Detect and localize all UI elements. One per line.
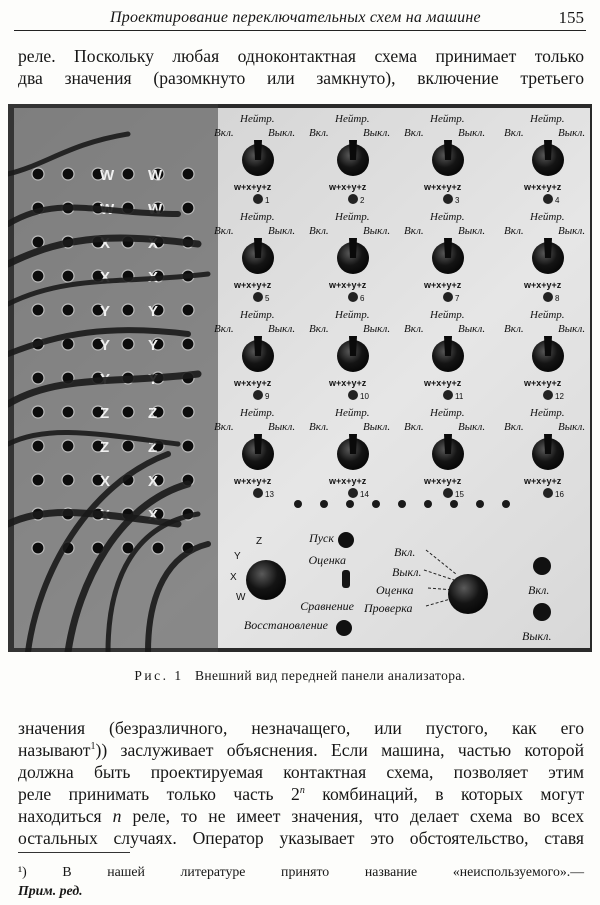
mode-check-label: Проверка: [364, 601, 413, 615]
plug-socket[interactable]: [62, 338, 74, 350]
knob-indicator: [543, 194, 553, 204]
knob-terminals: w+x+y+z: [524, 182, 562, 192]
axis-letter: X: [230, 572, 237, 583]
right-off-label: Выкл.: [522, 629, 552, 643]
knob-terminals: w+x+y+z: [424, 182, 462, 192]
plug-socket[interactable]: [62, 474, 74, 486]
plug-row-letter: X: [100, 269, 111, 286]
knob-terminals: w+x+y+z: [329, 476, 367, 486]
knob-indicator: [253, 390, 263, 400]
neutral-label: Нейтр.: [240, 211, 275, 223]
knob-terminals: w+x+y+z: [234, 182, 272, 192]
text-line: реле принимать только часть 2$^n$ комбинаций, в которых могут: [18, 784, 585, 804]
plug-socket[interactable]: [122, 406, 134, 418]
footnote-rule: [18, 852, 130, 853]
off-label: Выкл.: [363, 225, 391, 237]
indicator-lamp: [320, 500, 328, 508]
page-number: 155: [558, 8, 584, 27]
off-label: Выкл.: [363, 323, 391, 335]
off-label: Выкл.: [458, 225, 486, 237]
indicator-lamp: [502, 500, 510, 508]
neutral-label: Нейтр.: [430, 309, 465, 321]
footnote-line: ¹) В нашей литературе принято название «неиспользуемого».—: [18, 864, 584, 879]
axis-letter: Z: [256, 536, 263, 547]
neutral-label: Нейтр.: [530, 211, 565, 223]
knob-pointer: [254, 238, 262, 258]
neutral-label: Нейтр.: [240, 309, 275, 321]
knob-terminals: w+x+y+z: [234, 280, 272, 290]
knob-terminals: w+x+y+z: [329, 378, 367, 388]
knob-number: 2: [360, 196, 365, 205]
knob-pointer: [444, 238, 452, 258]
plug-socket[interactable]: [32, 474, 44, 486]
knob-indicator: [348, 194, 358, 204]
plug-row-letter: X: [148, 473, 159, 490]
neutral-label: Нейтр.: [430, 407, 465, 419]
indicator-lamp: [533, 557, 551, 575]
knob-terminals: w+x+y+z: [424, 280, 462, 290]
mode-evaluation-label: Оценка: [376, 583, 414, 597]
on-label: Вкл.: [214, 323, 234, 335]
running-header: [14, 8, 586, 31]
neutral-label: Нейтр.: [430, 113, 465, 125]
plug-socket[interactable]: [62, 440, 74, 452]
on-label: Вкл.: [214, 421, 234, 433]
plug-socket[interactable]: [62, 168, 74, 180]
indicator-lamp: [424, 500, 432, 508]
caption-label: Рис. 1: [134, 668, 184, 683]
indicator-lamp: [346, 500, 354, 508]
knob-number: 13: [265, 490, 274, 499]
knob-terminals: w+x+y+z: [524, 378, 562, 388]
knob-terminals: w+x+y+z: [329, 182, 367, 192]
mode-on-label: Вкл.: [394, 545, 416, 559]
plug-row-letter: Z: [148, 439, 158, 456]
off-label: Выкл.: [268, 421, 296, 433]
plug-socket[interactable]: [122, 304, 134, 316]
neutral-label: Нейтр.: [530, 113, 565, 125]
on-label: Вкл.: [309, 127, 329, 139]
plug-socket[interactable]: [152, 542, 164, 554]
knob-number: 9: [265, 392, 270, 401]
off-label: Выкл.: [363, 127, 391, 139]
mode-selector-knob[interactable]: [448, 574, 488, 614]
knob-pointer: [349, 434, 357, 454]
knob-indicator: [443, 488, 453, 498]
knob-number: 5: [265, 294, 270, 303]
on-label: Вкл.: [309, 323, 329, 335]
plug-row-letter: X: [100, 507, 111, 524]
plug-socket[interactable]: [182, 304, 194, 316]
knob-pointer: [544, 238, 552, 258]
knob-number: 1: [265, 196, 270, 205]
plug-row-letter: W: [148, 167, 163, 184]
knob-number: 11: [455, 392, 464, 401]
knob-terminals: w+x+y+z: [424, 476, 462, 486]
knob-number: 14: [360, 490, 369, 499]
plug-socket[interactable]: [182, 406, 194, 418]
figure-caption: [0, 668, 600, 684]
plug-socket[interactable]: [32, 270, 44, 282]
footnote: [18, 862, 584, 900]
knob-pointer: [544, 336, 552, 356]
plug-socket[interactable]: [182, 338, 194, 350]
off-label: Выкл.: [363, 421, 391, 433]
knob-pointer: [444, 336, 452, 356]
knob-number: 15: [455, 490, 464, 499]
knob-indicator: [253, 194, 263, 204]
knob-number: 7: [455, 294, 460, 303]
plug-row-letter: X: [148, 269, 159, 286]
mode-off-label: Выкл.: [392, 565, 422, 579]
text-line: называют$^1$)) заслуживает объяснения. Если машина, частью которой: [18, 740, 584, 760]
off-label: Выкл.: [458, 127, 486, 139]
off-label: Выкл.: [558, 421, 586, 433]
neutral-label: Нейтр.: [430, 211, 465, 223]
running-title: Проектирование переключательных схем на машине: [110, 9, 481, 26]
neutral-label: Нейтр.: [530, 407, 565, 419]
paragraph-bottom: [18, 717, 584, 849]
knob-number: 8: [555, 294, 560, 303]
plug-socket[interactable]: [182, 168, 194, 180]
plug-socket[interactable]: [32, 440, 44, 452]
indicator-lamp: [372, 500, 380, 508]
start-button[interactable]: [338, 532, 354, 548]
axis-letter: Y: [234, 551, 241, 562]
text-line: реле. Поскольку любая одноконтактная схема принимает только: [18, 46, 584, 66]
indicator-lamp: [450, 500, 458, 508]
plug-row-letter: Z: [100, 405, 110, 422]
right-on-label: Вкл.: [528, 583, 550, 597]
knob-number: 4: [555, 196, 560, 205]
start-label: Пуск: [309, 531, 334, 545]
plug-row-letter: Y: [148, 303, 159, 320]
knob-pointer: [349, 140, 357, 160]
knob-pointer: [254, 336, 262, 356]
on-label: Вкл.: [504, 421, 524, 433]
neutral-label: Нейтр.: [530, 309, 565, 321]
on-label: Вкл.: [309, 421, 329, 433]
knob-number: 3: [455, 196, 460, 205]
off-label: Выкл.: [268, 323, 296, 335]
plug-row-letter: W: [100, 201, 115, 218]
knob-indicator: [253, 488, 263, 498]
plug-socket[interactable]: [122, 168, 134, 180]
text-line: находиться n реле, то не имеет значения, что делает схема во всех: [18, 806, 584, 826]
knob-pointer: [444, 140, 452, 160]
on-label: Вкл.: [214, 225, 234, 237]
off-label: Выкл.: [558, 225, 586, 237]
knob-pointer: [254, 140, 262, 160]
text-line: значения (безразличного, незначащего, или пустого, как его: [18, 718, 584, 738]
evaluation-label: Оценка: [308, 553, 346, 567]
neutral-label: Нейтр.: [240, 113, 275, 125]
knob-terminals: w+x+y+z: [524, 280, 562, 290]
on-label: Вкл.: [404, 127, 424, 139]
knob-pointer: [544, 434, 552, 454]
plug-row-letter: Y: [100, 371, 111, 388]
plug-socket[interactable]: [122, 440, 134, 452]
knob-indicator: [443, 390, 453, 400]
knob-indicator: [543, 488, 553, 498]
evaluation-toggle[interactable]: [342, 570, 350, 588]
knob-terminals: w+x+y+z: [424, 378, 462, 388]
off-label: Выкл.: [268, 225, 296, 237]
knob-indicator: [443, 194, 453, 204]
plug-socket[interactable]: [32, 542, 44, 554]
plug-row-letter: Y: [148, 337, 159, 354]
plug-socket[interactable]: [32, 406, 44, 418]
knob-indicator: [348, 292, 358, 302]
exponent: n: [299, 785, 305, 797]
knob-indicator: [348, 390, 358, 400]
knob-number: 16: [555, 490, 564, 499]
on-label: Вкл.: [404, 225, 424, 237]
on-label: Вкл.: [504, 225, 524, 237]
plug-row-letter: Z: [100, 439, 110, 456]
axis-letter: W: [236, 592, 246, 603]
on-label: Вкл.: [214, 127, 234, 139]
plug-row-letter: W: [100, 167, 115, 184]
off-label: Выкл.: [558, 127, 586, 139]
knob-indicator: [543, 390, 553, 400]
knob-pointer: [544, 140, 552, 160]
plug-row-letter: X: [100, 235, 111, 252]
comparison-label: Сравнение: [300, 599, 354, 613]
knob-indicator: [253, 292, 263, 302]
knob-terminals: w+x+y+z: [234, 476, 272, 486]
neutral-label: Нейтр.: [240, 407, 275, 419]
paragraph-top: [18, 45, 584, 89]
indicator-lamp: [476, 500, 484, 508]
plug-row-letter: X: [148, 235, 159, 252]
plug-row-letter: Y: [148, 371, 159, 388]
on-label: Вкл.: [404, 323, 424, 335]
off-label: Выкл.: [268, 127, 296, 139]
plug-socket[interactable]: [62, 270, 74, 282]
text-line: остальных случаях. Оператор указывает это обстоятельство, ставя: [18, 828, 584, 848]
plug-row-letter: X: [148, 507, 159, 524]
knob-indicator: [348, 488, 358, 498]
plug-socket[interactable]: [182, 202, 194, 214]
plug-row-letter: Y: [100, 337, 111, 354]
on-label: Вкл.: [504, 127, 524, 139]
off-label: Выкл.: [458, 421, 486, 433]
footnote-editor-note: Прим. ред.: [18, 883, 83, 898]
on-label: Вкл.: [504, 323, 524, 335]
on-label: Вкл.: [309, 225, 329, 237]
footnote-marker: 1: [90, 741, 96, 753]
plug-socket[interactable]: [62, 304, 74, 316]
knob-terminals: w+x+y+z: [234, 378, 272, 388]
text-line: должна быть проектируемая контактная схема, позволяет этим: [18, 762, 584, 782]
knob-terminals: w+x+y+z: [524, 476, 562, 486]
plug-socket[interactable]: [182, 440, 194, 452]
plug-socket[interactable]: [32, 168, 44, 180]
plug-row-letter: Y: [100, 303, 111, 320]
knob-indicator: [543, 292, 553, 302]
off-label: Выкл.: [558, 323, 586, 335]
on-label: Вкл.: [404, 421, 424, 433]
neutral-label: Нейтр.: [335, 407, 370, 419]
variable-selector-knob[interactable]: [246, 560, 286, 600]
knob-indicator: [443, 292, 453, 302]
neutral-label: Нейтр.: [335, 211, 370, 223]
indicator-lamp: [398, 500, 406, 508]
knob-number: 12: [555, 392, 564, 401]
indicator-lamp: [533, 603, 551, 621]
off-label: Выкл.: [458, 323, 486, 335]
knob-terminals: w+x+y+z: [329, 280, 367, 290]
plug-row-letter: X: [100, 473, 111, 490]
knob-pointer: [254, 434, 262, 454]
restore-button[interactable]: [336, 620, 352, 636]
plug-socket[interactable]: [122, 338, 134, 350]
indicator-lamp: [294, 500, 302, 508]
knob-pointer: [349, 336, 357, 356]
text-line: два значения (разомкнуто или замкнуто), включение третьего: [18, 68, 584, 88]
neutral-label: Нейтр.: [335, 309, 370, 321]
plug-socket[interactable]: [32, 372, 44, 384]
knob-pointer: [444, 434, 452, 454]
plug-socket[interactable]: [62, 406, 74, 418]
plug-socket[interactable]: [32, 304, 44, 316]
caption-text: Внешний вид передней панели анализатора.: [194, 668, 466, 683]
plug-row-letter: W: [148, 201, 163, 218]
neutral-label: Нейтр.: [335, 113, 370, 125]
knob-number: 6: [360, 294, 365, 303]
knob-number: 10: [360, 392, 369, 401]
knob-pointer: [349, 238, 357, 258]
analyzer-panel-photo: [8, 104, 592, 652]
plug-row-letter: Z: [148, 405, 158, 422]
restore-label: Восстановление: [243, 618, 328, 632]
